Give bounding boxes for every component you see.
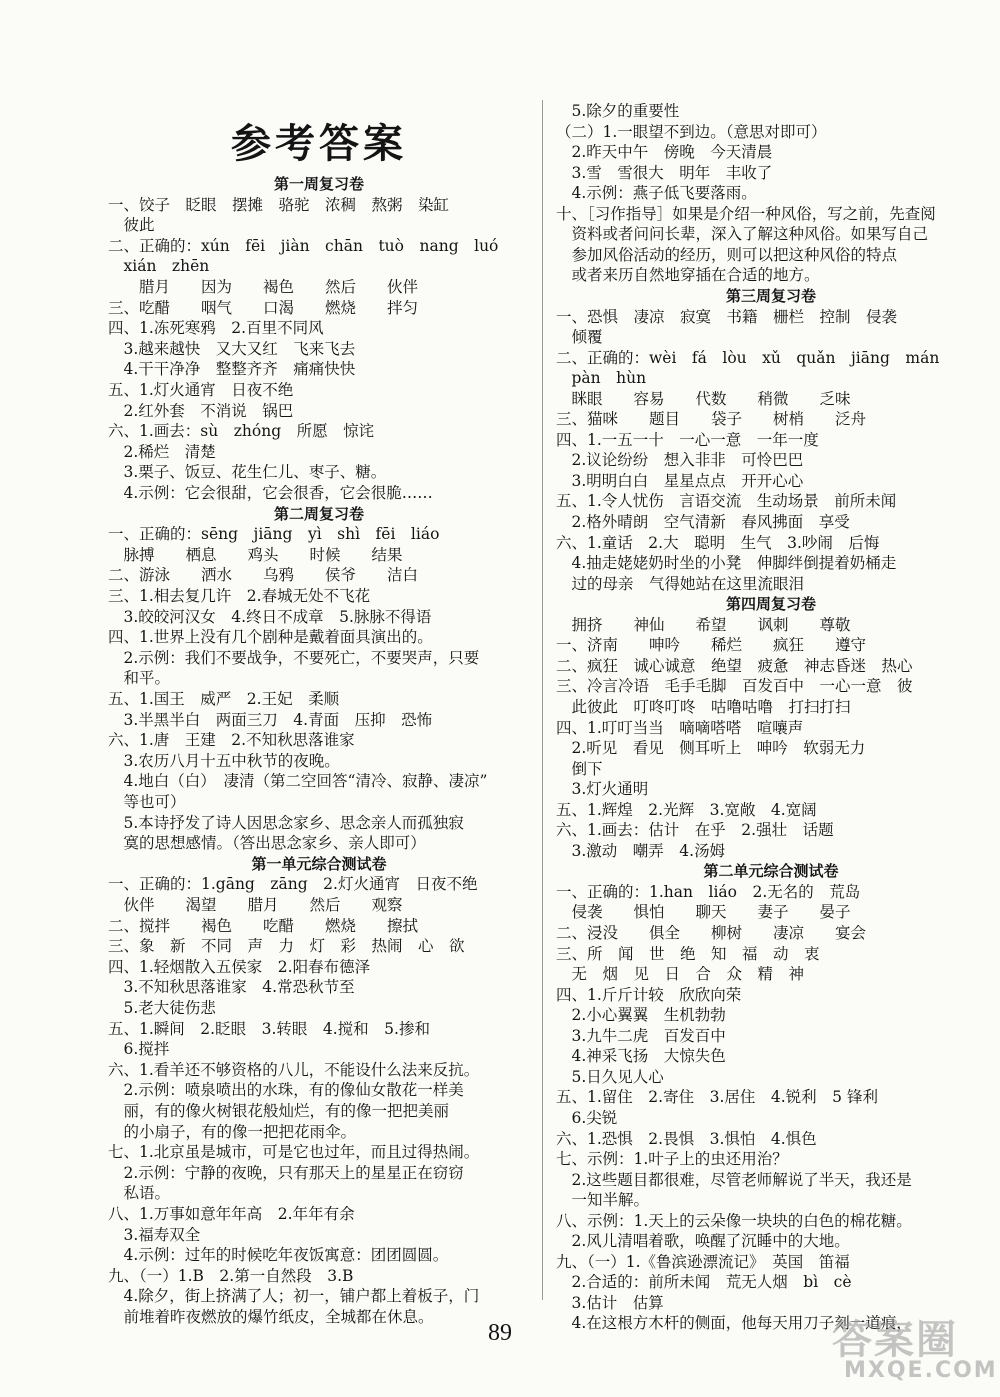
answer-line: 参加风俗活动的经历，则可以把这种风俗的特点 <box>556 245 898 264</box>
answer-line: 寞的思想感情。（答出思念家乡、亲人即可） <box>108 834 426 853</box>
answer-line: 或者来历自然地穿插在合适的地方。 <box>556 266 820 285</box>
answer-line: 彼此 <box>108 216 155 235</box>
section-heading: 第一周复习卷 <box>273 175 364 193</box>
answer-line: 侵袭 惧怕 聊天 妻子 晏子 <box>556 903 851 922</box>
answer-line: 倾覆 <box>556 328 603 347</box>
answer-line: 4.地白（白） 凄清（第二空回答“清冷、寂静、凄凉” <box>108 772 488 791</box>
answer-line: 4.示例：它会很甜，它会很香，它会很脆…… <box>108 484 433 502</box>
answer-line: 3.激动 嘲弄 4.汤姆 <box>556 841 726 860</box>
answer-line: 一、济南 呻吟 稀烂 疯狂 遵守 <box>556 636 867 655</box>
answer-line: 七、示例：1.叶子上的虫还用治？ <box>556 1150 788 1169</box>
answer-line: 四、1.斤斤计较 欣欣向荣 <box>556 985 742 1004</box>
answer-line: 4.在这根方木杆的侧面，他每天用刀子刻一道痕， <box>556 1314 912 1333</box>
watermark-sub-text: MXQE.COM <box>844 1358 998 1383</box>
answer-line: 3.九牛二虎 百发百中 <box>556 1026 726 1045</box>
answer-line: 3.估计 估算 <box>556 1293 664 1312</box>
answer-line: 八、1.万事如意年年高 2.年年有余 <box>108 1205 355 1223</box>
answer-line: 二、正确的：wèi fá lòu xǔ quǎn jiāng mán <box>556 348 940 367</box>
answer-line: 倒下 <box>556 759 603 778</box>
answer-line: 5.日久见人心 <box>556 1067 664 1086</box>
answer-line: 和平。 <box>108 669 171 688</box>
answer-line: 眯眼 容易 代数 稍微 乏味 <box>556 389 851 408</box>
answer-line: 二、浸没 俱全 柳树 凄凉 宴会 <box>556 924 867 942</box>
answer-line: 六、1.唐 王建 2.不知秋思落谁家 <box>108 731 355 750</box>
answer-line: 私语。 <box>108 1184 171 1203</box>
answer-line: 九、（一）1.《鲁滨逊漂流记》 英国 笛福 <box>556 1252 850 1271</box>
answer-line: 2.小心翼翼 生机勃勃 <box>556 1006 726 1025</box>
answer-line: 无 烟 见 日 合 众 精 神 <box>556 965 805 984</box>
answer-line: 4.干干净净 整整齐齐 痛痛快快 <box>108 360 356 379</box>
page-title: 参考答案 <box>231 120 407 167</box>
answer-line: （二）1.一眼望不到边。（意思对即可） <box>556 122 827 141</box>
answer-line: 三、猫咪 题目 袋子 树梢 泛舟 <box>556 410 867 429</box>
answer-line: 六、1.画去：sù zhóng 所愿 惊诧 <box>108 422 375 441</box>
answer-line: 2.格外晴朗 空气清新 春风拂面 享受 <box>556 513 850 531</box>
answer-line: 腊月 因为 褐色 然后 伙伴 <box>108 278 419 296</box>
answer-line: 2.红外套 不消说 锅巴 <box>108 401 294 420</box>
answer-line: 三、吃醋 咽气 口渴 燃烧 拌匀 <box>108 298 419 317</box>
answer-line: 五、1.辉煌 2.光辉 3.宽敞 4.宽阔 <box>556 800 817 819</box>
answer-line: 等也可） <box>108 793 186 811</box>
answer-line: 八、示例：1.天上的云朵像一块块的白色的棉花糖。 <box>556 1211 912 1230</box>
answer-line: 一、正确的：1.han liáo 2.无名的 荒岛 <box>556 882 861 901</box>
answer-line: 3.皎皎河汉女 4.终日不成章 5.脉脉不得语 <box>108 607 432 626</box>
section-heading: 第三周复习卷 <box>725 286 816 305</box>
answer-line: 3.灯火通明 <box>556 780 649 799</box>
answer-line: 2.示例：宁静的夜晚，只有那天上的星星正在窃窃 <box>108 1163 464 1182</box>
answer-line: 二、疯狂 诚心诚意 绝望 疲惫 神志昏迷 热心 <box>556 656 913 675</box>
answer-line: 四、1.轻烟散入五侯家 2.阳春布德泽 <box>108 957 371 976</box>
answer-line: 2.这些题目都很难，尽管老师解说了半天，我还是 <box>556 1170 912 1189</box>
answer-line: 一、恐惧 凄凉 寂寞 书籍 栅栏 控制 侵袭 <box>556 307 898 326</box>
answer-line: 5.老大徒伤悲 <box>108 999 216 1017</box>
answer-line: 4.示例：过年的时候吃年夜饭寓意：团团圆圆。 <box>108 1246 449 1265</box>
answer-line: 3.明明白白 星星点点 开开心心 <box>556 471 804 490</box>
answer-line: 七、1.北京虽是城市，可是它也过年，而且过得热闹。 <box>108 1143 480 1162</box>
answer-line: 3.农历八月十五中秋节的夜晚。 <box>108 751 340 770</box>
watermark-logo <box>826 1306 998 1392</box>
answer-line: 3.栗子、饭豆、花生仁儿、枣子、糖。 <box>108 463 387 482</box>
answer-line: 一、饺子 眨眼 摆摊 骆驼 浓稠 熬粥 染缸 <box>108 195 450 214</box>
answer-line: 五、1.瞬间 2.眨眼 3.转眼 4.搅和 5.掺和 <box>108 1019 430 1038</box>
answer-line: 六、1.看羊还不够资格的八儿，不能设什么法来反抗。 <box>108 1060 480 1079</box>
answer-line: 拥挤 神仙 希望 讽刺 尊敬 <box>556 615 851 634</box>
answer-line: 3.福寿双全 <box>108 1225 201 1244</box>
page-number: 89 <box>488 1320 512 1346</box>
answer-line: 一、正确的：1.gāng zāng 2.灯火通宵 日夜不绝 <box>108 875 478 894</box>
answer-line: 三、所 闻 世 绝 知 福 动 衷 <box>556 944 820 963</box>
answer-line: xián zhēn <box>108 257 210 276</box>
answer-line: 二、游泳 洒水 乌鸦 侯爷 洁白 <box>108 566 419 585</box>
answer-line: 三、1.相去复几许 2.春城无处不飞花 <box>108 587 371 605</box>
answer-line: 前堆着昨夜燃放的爆竹纸皮，全城都在休息。 <box>108 1308 434 1326</box>
answer-line: 一、正确的：sēng jiāng yì shì fēi liáo <box>108 525 440 544</box>
answer-line: 2.稀烂 清楚 <box>108 442 216 461</box>
answer-line: pàn hùn <box>556 369 647 388</box>
answer-line: 四、1.世界上没有几个剧种是戴着面具演出的。 <box>108 628 433 647</box>
answer-line: 6.搅拌 <box>108 1040 170 1059</box>
answer-line: 丽，有的像火树银花般灿烂，有的像一把把美丽 <box>108 1102 450 1120</box>
section-heading: 第四周复习卷 <box>725 595 816 614</box>
answer-line: 伙伴 渴望 腊月 然后 观察 <box>108 896 403 914</box>
answer-line: 五、1.灯火通宵 日夜不绝 <box>108 381 294 399</box>
watermark-main-text: 答案圈 <box>832 1317 958 1363</box>
answer-line: 3.越来越快 又大又红 飞来飞去 <box>108 339 356 358</box>
answer-line: 六、1.画去：估计 在乎 2.强壮 话题 <box>556 821 834 840</box>
answer-line: 资料或者问问长辈，深入了解这种风俗。如果写自己 <box>556 225 929 244</box>
answer-line: 三、冷言冷语 毛手毛脚 百发百中 一心一意 彼 <box>556 677 913 696</box>
column-divider <box>542 100 543 1300</box>
answer-line: 3.半黑半白 两面三刀 4.青面 压抑 恐怖 <box>108 710 433 729</box>
answer-line: 4.示例：燕子低飞要落雨。 <box>556 184 757 203</box>
answer-line: 2.议论纷纷 想入非非 可怜巴巴 <box>556 451 804 470</box>
section-heading: 第一单元综合测试卷 <box>251 854 387 873</box>
answer-line: 3.不知秋思落谁家 4.常恐秋节至 <box>108 978 355 997</box>
answer-line: 6.尖锐 <box>556 1108 618 1127</box>
answer-line: 此彼此 叮咚叮咚 咕噜咕噜 打扫打扫 <box>556 697 851 716</box>
answer-line: 三、象 新 不同 声 力 灯 彩 热闹 心 欲 <box>108 937 465 956</box>
answer-line: 5.本诗抒发了诗人因思念家乡、思念亲人而孤独寂 <box>108 813 464 832</box>
answer-line: 二、正确的：xún fēi jiàn chān tuò nang luó <box>108 236 499 255</box>
answer-line: 5.除夕的重要性 <box>556 102 680 120</box>
answer-line: 五、1.留住 2.寄住 3.居住 4.锐利 5 锋利 <box>556 1088 878 1107</box>
answer-line: 脉搏 栖息 鸡头 时候 结果 <box>108 545 403 564</box>
answer-line: 的小扇子，有的像一把把花雨伞。 <box>108 1122 357 1141</box>
answer-line: 过的母亲 气得她站在这里流眼泪 <box>556 574 805 593</box>
answer-line: 2.听见 看见 侧耳听上 呻吟 软弱无力 <box>556 739 866 758</box>
answer-line: 五、1.国王 威严 2.王妃 柔顺 <box>108 690 340 708</box>
answer-line: 六、1.恐惧 2.畏惧 3.惧怕 4.惧色 <box>556 1129 817 1148</box>
answer-line: 4.神采飞扬 大惊失色 <box>556 1047 726 1066</box>
answer-line: 2.合适的：前所未闻 荒无人烟 bì cè <box>556 1273 852 1292</box>
answer-line: 四、1.一五一十 一心一意 一年一度 <box>556 430 819 449</box>
answer-line: 一知半解。 <box>556 1191 650 1210</box>
answer-line: 九、（一）1.B 2.第一自然段 3.B <box>108 1266 354 1285</box>
answer-line: 二、搅拌 褐色 吃醋 燃烧 擦拭 <box>108 916 419 935</box>
section-heading: 第二周复习卷 <box>273 504 364 523</box>
answer-line: 四、1.冻死寒鸦 2.百里不同风 <box>108 319 324 338</box>
answer-line: 2.风儿清唱着歌，唤醒了沉睡中的大地。 <box>556 1232 850 1251</box>
answer-line: 4.抽走姥姥奶时坐的小凳 伸脚绊倒提着奶桶走 <box>556 554 897 573</box>
answer-line: 十、［习作指导］如果是介绍一种风俗，写之前，先查阅 <box>556 204 936 223</box>
answer-line: 4.除夕，街上挤满了人；初一，铺户都上着板子，门 <box>108 1287 480 1306</box>
answer-line: 3.雪 雪很大 明年 丰收了 <box>556 163 773 182</box>
answer-line: 2.示例：我们不要战争，不要死亡，不要哭声，只要 <box>108 648 480 667</box>
answer-line: 2.示例：喷泉喷出的水珠，有的像仙女散花一样美 <box>108 1081 464 1100</box>
answer-line: 六、1.童话 2.大 聪明 生气 3.吵闹 后悔 <box>556 533 880 552</box>
answer-line: 五、1.令人忧伤 言语交流 生动场景 前所未闻 <box>556 492 897 511</box>
section-heading: 第二单元综合测试卷 <box>703 862 839 881</box>
answer-line: 四、1.叮叮当当 嘀嘀嗒嗒 喧嚷声 <box>556 718 804 737</box>
answer-line: 2.昨天中午 傍晚 今天清晨 <box>556 143 773 162</box>
